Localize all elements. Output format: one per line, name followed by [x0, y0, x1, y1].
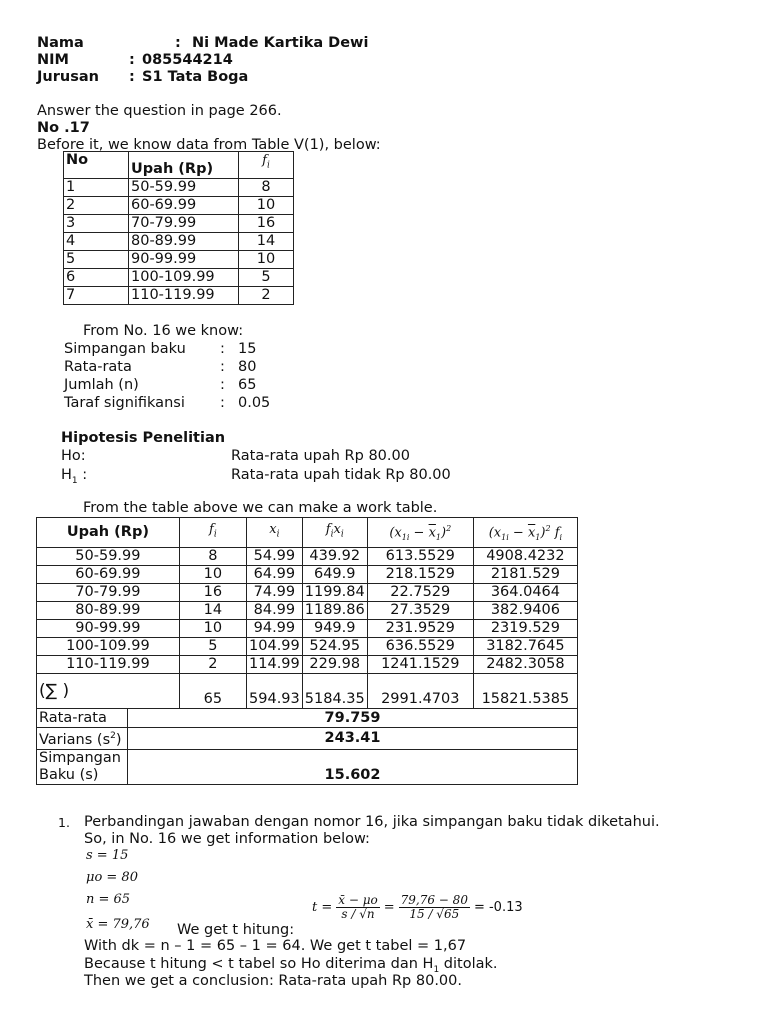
- cell: 649.9: [302, 566, 367, 584]
- work-table: [36, 517, 578, 709]
- cell: 4: [64, 233, 129, 251]
- table-row: [37, 548, 578, 566]
- cell: 1241.1529: [367, 656, 473, 674]
- h0-text: Rata-rata upah Rp 80.00: [231, 448, 410, 464]
- cell: 110-119.99: [37, 656, 180, 674]
- sum-row: [37, 674, 578, 709]
- cell: 2: [239, 287, 294, 305]
- work-table-header: [37, 518, 578, 548]
- cell: 70-79.99: [129, 215, 239, 233]
- cell: 60-69.99: [37, 566, 180, 584]
- cell: 50-59.99: [37, 548, 180, 566]
- varians-row: [37, 728, 578, 750]
- cell: 80-89.99: [37, 602, 180, 620]
- table-row: [64, 233, 294, 251]
- sum-xi: 594.93: [247, 674, 303, 709]
- table-row: [37, 656, 578, 674]
- cell: 114.99: [247, 656, 303, 674]
- cell: 104.99: [247, 638, 303, 656]
- cell: 636.5529: [367, 638, 473, 656]
- col-no: No: [64, 152, 129, 179]
- col-xi: $x_i$: [247, 518, 303, 548]
- cell: 6: [64, 269, 129, 287]
- table-row: [37, 638, 578, 656]
- item1-line1: Perbandingan jawaban dengan nomor 16, jika simpangan baku tidak diketahui.: [84, 814, 660, 830]
- sum-sqfi: 15821.5385: [473, 674, 577, 709]
- col-fi: $f_i$: [239, 152, 294, 179]
- before-text: Before it, we know data from Table V(1), below:: [37, 137, 381, 153]
- known-value: 0.05: [238, 395, 271, 411]
- known-sep: :: [220, 341, 225, 357]
- cell: 613.5529: [367, 548, 473, 566]
- nama-sep: :: [175, 35, 181, 51]
- cell: 14: [239, 233, 294, 251]
- mu-value: μo = 80: [86, 870, 138, 885]
- known-title: From No. 16 we know:: [83, 323, 244, 339]
- jurusan-value: S1 Tata Boga: [142, 69, 249, 85]
- nama-value: Ni Made Kartika Dewi: [192, 35, 369, 51]
- cell: 524.95: [302, 638, 367, 656]
- item1-line2: So, in No. 16 we get information below:: [84, 831, 370, 847]
- cell: 218.1529: [367, 566, 473, 584]
- cell: 8: [239, 179, 294, 197]
- n-value: n = 65: [86, 892, 131, 907]
- cell: 27.3529: [367, 602, 473, 620]
- known-value: 65: [238, 377, 257, 393]
- cell: 16: [239, 215, 294, 233]
- sb-label: Simpangan Baku (s): [37, 749, 128, 784]
- cell: 949.9: [302, 620, 367, 638]
- rata-row: [37, 709, 578, 728]
- cell: 110-119.99: [129, 287, 239, 305]
- cell: 2: [64, 197, 129, 215]
- cell: 64.99: [247, 566, 303, 584]
- cell: 439.92: [302, 548, 367, 566]
- hipotesis-title: Hipotesis Penelitian: [61, 430, 226, 446]
- summary-table: [36, 708, 578, 785]
- cell: 84.99: [247, 602, 303, 620]
- col-upah: Upah (Rp): [37, 518, 180, 548]
- cell: 4908.4232: [473, 548, 577, 566]
- col-sqfi: $(x_{1i} - \overline{x}_1)^2$ $f_i$: [473, 518, 577, 548]
- cell: 10: [179, 620, 246, 638]
- cell: 60-69.99: [129, 197, 239, 215]
- col-fi: $f_i$: [179, 518, 246, 548]
- xbar-value: x̄ = 79,76: [86, 917, 150, 932]
- cell: 1199.84: [302, 584, 367, 602]
- known-value: 80: [238, 359, 257, 375]
- varians-value: 243.41: [128, 728, 578, 750]
- table-row: [37, 566, 578, 584]
- cell: 231.9529: [367, 620, 473, 638]
- varians-label: Varians $(s^2)$: [37, 728, 128, 750]
- table-row: [64, 287, 294, 305]
- cell: 90-99.99: [129, 251, 239, 269]
- sum-sq: 2991.4703: [367, 674, 473, 709]
- cell: 10: [239, 251, 294, 269]
- h1-label: $H_1$ :: [61, 467, 88, 486]
- cell: 1: [64, 179, 129, 197]
- known-label: Simpangan baku: [64, 341, 186, 357]
- known-label: Taraf signifikansi: [64, 395, 185, 411]
- known-label: Jumlah (n): [64, 377, 139, 393]
- cell: 22.7529: [367, 584, 473, 602]
- cell: 7: [64, 287, 129, 305]
- s-value: s = 15: [86, 848, 129, 863]
- we-get-text: We get t hitung:: [177, 922, 295, 938]
- cell: 10: [239, 197, 294, 215]
- cell: 5: [64, 251, 129, 269]
- cell: 382.9406: [473, 602, 577, 620]
- table-row: [37, 620, 578, 638]
- cell: 2319.529: [473, 620, 577, 638]
- h0-label: Ho:: [61, 448, 86, 464]
- table-row: [64, 251, 294, 269]
- cell: 2181.529: [473, 566, 577, 584]
- cell: 229.98: [302, 656, 367, 674]
- cell: 3: [64, 215, 129, 233]
- cell: 2: [179, 656, 246, 674]
- jurusan-label: Jurusan: [37, 69, 99, 85]
- cell: 50-59.99: [129, 179, 239, 197]
- table-row: [64, 269, 294, 287]
- cell: 100-109.99: [129, 269, 239, 287]
- cell: 90-99.99: [37, 620, 180, 638]
- table-row: [37, 584, 578, 602]
- cell: 94.99: [247, 620, 303, 638]
- cell: 74.99: [247, 584, 303, 602]
- cell: 70-79.99: [37, 584, 180, 602]
- cell: 5: [179, 638, 246, 656]
- cell: 10: [179, 566, 246, 584]
- conclusion-text: Then we get a conclusion: Rata-rata upah Rp 80.00.: [84, 973, 462, 989]
- cell: 2482.3058: [473, 656, 577, 674]
- table-row: [64, 215, 294, 233]
- rata-label: Rata-rata: [37, 709, 128, 728]
- cell: 8: [179, 548, 246, 566]
- dk-text: With dk = n – 1 = 65 – 1 = 64. We get t tabel = 1,67: [84, 938, 467, 954]
- known-value: 15: [238, 341, 257, 357]
- because-text: Because t hitung < t tabel so Ho diterima dan $H_1$ ditolak.: [84, 956, 498, 975]
- cell: 100-109.99: [37, 638, 180, 656]
- nim-value: 085544214: [142, 52, 233, 68]
- table-row: [37, 602, 578, 620]
- col-upah: Upah (Rp): [129, 152, 239, 179]
- known-sep: :: [220, 377, 225, 393]
- cell: 14: [179, 602, 246, 620]
- h1-text: Rata-rata upah tidak Rp 80.00: [231, 467, 451, 483]
- nim-sep: :: [129, 52, 135, 68]
- known-sep: :: [220, 359, 225, 375]
- table-row: [64, 179, 294, 197]
- sum-fixi: 5184.35: [302, 674, 367, 709]
- sb-row: [37, 749, 578, 784]
- t-formula: t = $\frac{x̄ - \mu o}{s / √n}$ = $\frac{79,76 - 80}{15 / √65}$ = -0.13: [312, 893, 523, 921]
- work-intro: From the table above we can make a work table.: [83, 500, 438, 516]
- known-label: Rata-rata: [64, 359, 132, 375]
- known-sep: :: [220, 395, 225, 411]
- sum-label: (∑ ): [37, 674, 180, 709]
- sb-value: 15.602: [128, 749, 578, 784]
- question-number: No .17: [37, 120, 90, 136]
- cell: 80-89.99: [129, 233, 239, 251]
- cell: 16: [179, 584, 246, 602]
- cell: 1189.86: [302, 602, 367, 620]
- cell: 54.99: [247, 548, 303, 566]
- col-fixi: $f_ix_i$: [302, 518, 367, 548]
- frequency-table-header: [64, 152, 294, 179]
- cell: 3182.7645: [473, 638, 577, 656]
- jurusan-sep: :: [129, 69, 135, 85]
- question-text: Answer the question in page 266.: [37, 103, 282, 119]
- col-sq: $(x_{1i} - \overline{x}_1)^2$: [367, 518, 473, 548]
- rata-value: 79.759: [128, 709, 578, 728]
- cell: 5: [239, 269, 294, 287]
- item1-number: 1.: [58, 815, 70, 830]
- cell: 364.0464: [473, 584, 577, 602]
- nim-label: NIM: [37, 52, 69, 68]
- nama-label: Nama: [37, 35, 84, 51]
- sum-fi: 65: [179, 674, 246, 709]
- frequency-table: [63, 151, 294, 305]
- table-row: [64, 197, 294, 215]
